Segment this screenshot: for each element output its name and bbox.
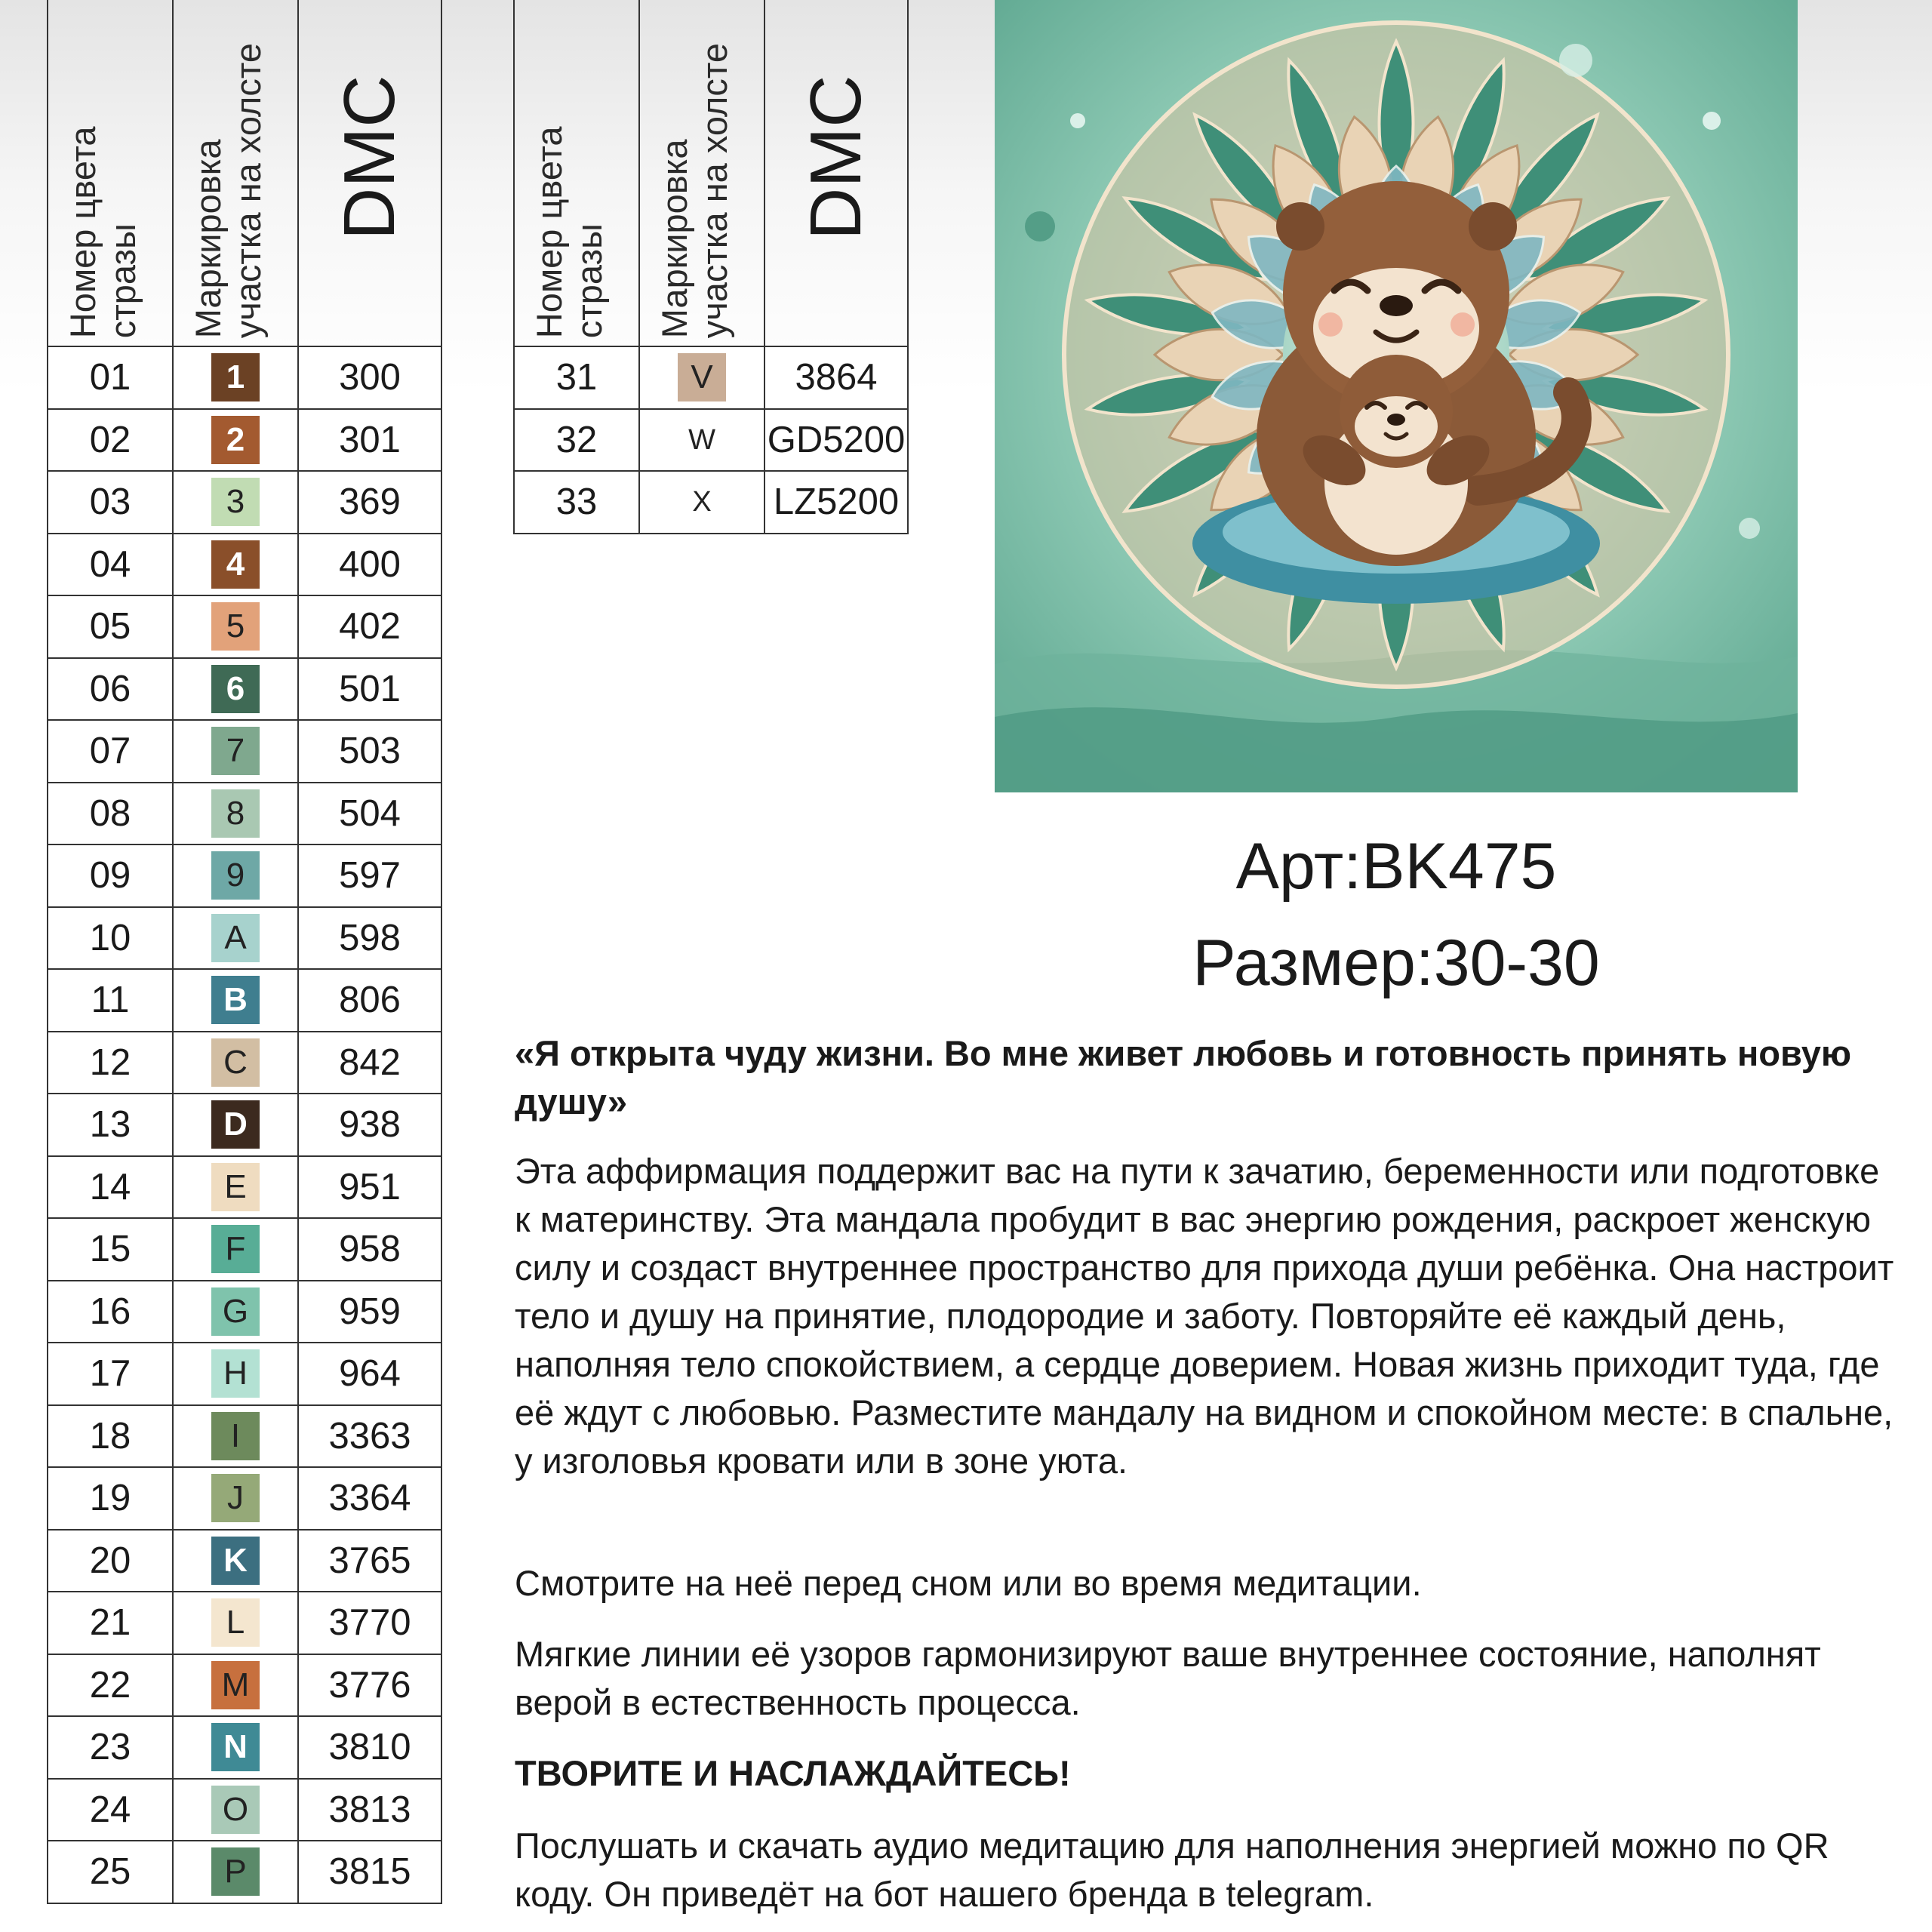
qr-audio-info: Послушать и скачать аудио медитацию для наполнения энергией можно по QR коду. Он приведёт на бот нашего бренда в telegram. [515, 1826, 1829, 1914]
dmc-code: 3364 [298, 1467, 441, 1530]
color-swatch: X [692, 486, 712, 518]
color-swatch: M [211, 1661, 260, 1709]
marking-cell [173, 409, 298, 472]
header-color-number-line2: стразы [102, 223, 143, 338]
marking-cell [173, 471, 298, 534]
dmc-code: 301 [298, 409, 441, 472]
dmc-code: 958 [298, 1218, 441, 1281]
color-number: 31 [514, 346, 639, 409]
color-number: 05 [48, 595, 173, 658]
dmc-code: 504 [298, 783, 441, 845]
color-number: 12 [48, 1032, 173, 1094]
color-swatch: 8 [211, 789, 260, 838]
color-table-right [513, 0, 909, 534]
color-row [514, 471, 908, 534]
color-row [48, 969, 441, 1032]
marking-cell [173, 595, 298, 658]
color-row [48, 1405, 441, 1468]
marking-cell [173, 1716, 298, 1779]
color-row [48, 1779, 441, 1841]
color-table-left [47, 0, 442, 1904]
meditation-hint: Смотрите на неё перед сном или во время медитации. [515, 1563, 1422, 1603]
color-swatch: B [211, 976, 260, 1024]
marking-cell [173, 720, 298, 783]
marking-cell [173, 1779, 298, 1841]
color-swatch: E [211, 1163, 260, 1211]
dmc-code: 597 [298, 844, 441, 907]
marking-cell [173, 1405, 298, 1468]
color-swatch: 9 [211, 851, 260, 900]
dmc-code: 369 [298, 471, 441, 534]
marking-cell [173, 1467, 298, 1530]
color-number: 08 [48, 783, 173, 845]
color-swatch: 7 [211, 727, 260, 775]
color-number: 03 [48, 471, 173, 534]
color-number: 06 [48, 658, 173, 721]
marking-cell [639, 409, 764, 472]
header-marking-line1: Маркировка [654, 139, 694, 338]
marking-cell [173, 844, 298, 907]
header-dmc-label: DMC [795, 75, 876, 240]
artwork-otter-mandala [995, 0, 1798, 792]
color-swatch: V [678, 353, 726, 401]
marking-cell [173, 969, 298, 1032]
color-number: 09 [48, 844, 173, 907]
color-swatch: 2 [211, 416, 260, 464]
dmc-code: 842 [298, 1032, 441, 1094]
marking-cell [173, 1032, 298, 1094]
marking-cell [173, 658, 298, 721]
slogan: ТВОРИТЕ И НАСЛАЖДАЙТЕСЬ! [515, 1753, 1071, 1793]
marking-cell [173, 1094, 298, 1156]
color-row [48, 1841, 441, 1903]
header-marking [639, 0, 764, 346]
dmc-code: 3776 [298, 1654, 441, 1717]
dmc-code: 501 [298, 658, 441, 721]
color-swatch: D [211, 1100, 260, 1149]
marking-cell [173, 1218, 298, 1281]
header-marking-line2: участка на холсте [227, 42, 268, 338]
color-number: 20 [48, 1530, 173, 1592]
marking-cell [173, 1343, 298, 1405]
dmc-code: LZ5200 [764, 471, 908, 534]
color-number: 15 [48, 1218, 173, 1281]
color-row [48, 1094, 441, 1156]
marking-cell [173, 346, 298, 409]
dmc-code: 3770 [298, 1592, 441, 1654]
color-number: 33 [514, 471, 639, 534]
dmc-code: 400 [298, 534, 441, 596]
color-number: 23 [48, 1716, 173, 1779]
color-row [48, 1654, 441, 1717]
color-number: 19 [48, 1467, 173, 1530]
color-row [48, 1592, 441, 1654]
color-row [48, 1032, 441, 1094]
color-row [48, 658, 441, 721]
color-row [48, 844, 441, 907]
header-color-number-line1: Номер цвета [63, 126, 103, 338]
article-code: Арт:BK475 [1235, 830, 1557, 903]
dmc-code: 951 [298, 1156, 441, 1219]
color-swatch: H [211, 1349, 260, 1398]
color-swatch: I [211, 1412, 260, 1460]
color-swatch: G [211, 1287, 260, 1336]
color-number: 22 [48, 1654, 173, 1717]
color-row [48, 1467, 441, 1530]
dmc-code: 503 [298, 720, 441, 783]
marking-cell [173, 1281, 298, 1343]
color-swatch: 5 [211, 602, 260, 651]
dmc-code: 3363 [298, 1405, 441, 1468]
dmc-code: 402 [298, 595, 441, 658]
color-swatch: J [211, 1474, 260, 1522]
dmc-code: 598 [298, 907, 441, 970]
header-dmc [298, 0, 441, 346]
dmc-code: 938 [298, 1094, 441, 1156]
color-swatch: F [211, 1225, 260, 1273]
color-row [48, 1156, 441, 1219]
color-row [514, 346, 908, 409]
color-number: 04 [48, 534, 173, 596]
header-color-number-line1: Номер цвета [529, 126, 569, 338]
color-swatch: N [211, 1723, 260, 1771]
color-number: 01 [48, 346, 173, 409]
color-row [48, 534, 441, 596]
dmc-code: 806 [298, 969, 441, 1032]
marking-cell [173, 1530, 298, 1592]
color-number: 18 [48, 1405, 173, 1468]
header-marking [173, 0, 298, 346]
pattern-description: Мягкие линии её узоров гармонизируют ваше внутреннее состояние, наполнят верой в естественность процесса. [515, 1634, 1821, 1722]
header-color-number [514, 0, 639, 346]
color-number: 14 [48, 1156, 173, 1219]
dmc-code: 964 [298, 1343, 441, 1405]
color-number: 25 [48, 1841, 173, 1903]
dmc-code: GD5200 [764, 409, 908, 472]
dmc-code: 959 [298, 1281, 441, 1343]
color-row [48, 783, 441, 845]
color-number: 13 [48, 1094, 173, 1156]
color-row [48, 907, 441, 970]
header-marking-line1: Маркировка [188, 139, 228, 338]
marking-cell [173, 783, 298, 845]
color-swatch: C [211, 1038, 260, 1087]
dmc-code: 300 [298, 346, 441, 409]
color-table-left-body [48, 346, 441, 1903]
marking-cell [173, 1592, 298, 1654]
color-row [48, 1716, 441, 1779]
color-row [48, 1343, 441, 1405]
description-paragraph: Эта аффирмация поддержит вас на пути к зачатию, беременности или подготовке к материнству. Эта мандала пробудит в вас энергию рождения, раскроет женскую силу и создаст внутреннее пространство для прихода души ребёнка. Она настроит тело и душу на принятие, плодородие и заботу. Повторяйте её каждый день, наполняя тело спокойствием, а сердце доверием. Новая жизнь приходит туда, где её ждут с любовью. Разместите мандалу на видном и спокойном месте: в спальне, у изголовья кровати или в зоне уюта. [515, 1151, 1894, 1481]
color-swatch: 4 [211, 540, 260, 589]
product-size: Размер:30-30 [1192, 927, 1600, 999]
color-row [48, 1281, 441, 1343]
color-swatch: W [688, 423, 715, 456]
color-number: 24 [48, 1779, 173, 1841]
marking-cell [173, 1156, 298, 1219]
color-row [48, 346, 441, 409]
color-table-right-body [514, 346, 908, 534]
dmc-code: 3864 [764, 346, 908, 409]
color-number: 32 [514, 409, 639, 472]
dmc-code: 3813 [298, 1779, 441, 1841]
marking-cell [173, 1654, 298, 1717]
header-color-number-line2: стразы [568, 223, 609, 338]
color-number: 07 [48, 720, 173, 783]
color-swatch: K [211, 1537, 260, 1585]
marking-cell [639, 346, 764, 409]
color-number: 17 [48, 1343, 173, 1405]
color-number: 16 [48, 1281, 173, 1343]
color-swatch: A [211, 914, 260, 962]
header-color-number [48, 0, 173, 346]
marking-cell [639, 471, 764, 534]
color-swatch: 3 [211, 478, 260, 526]
dmc-code: 3815 [298, 1841, 441, 1903]
marking-cell [173, 907, 298, 970]
color-row [48, 1530, 441, 1592]
artwork-illustration [995, 0, 1798, 792]
dmc-code: 3810 [298, 1716, 441, 1779]
header-dmc-label: DMC [329, 75, 410, 240]
color-row [48, 471, 441, 534]
color-swatch: 1 [211, 353, 260, 401]
affirmation-quote: «Я открыта чуду жизни. Во мне живет любовь и готовность принять новую душу» [515, 1033, 1851, 1121]
marking-cell [173, 1841, 298, 1903]
dmc-code: 3765 [298, 1530, 441, 1592]
color-row [514, 409, 908, 472]
header-marking-line2: участка на холсте [694, 42, 734, 338]
color-row [48, 1218, 441, 1281]
color-number: 10 [48, 907, 173, 970]
color-swatch: P [211, 1847, 260, 1896]
header-dmc [764, 0, 908, 346]
color-row [48, 409, 441, 472]
color-swatch: 6 [211, 665, 260, 713]
color-row [48, 595, 441, 658]
color-number: 02 [48, 409, 173, 472]
marking-cell [173, 534, 298, 596]
color-swatch: L [211, 1598, 260, 1647]
color-number: 11 [48, 969, 173, 1032]
color-swatch: O [211, 1786, 260, 1834]
color-row [48, 720, 441, 783]
color-number: 21 [48, 1592, 173, 1654]
